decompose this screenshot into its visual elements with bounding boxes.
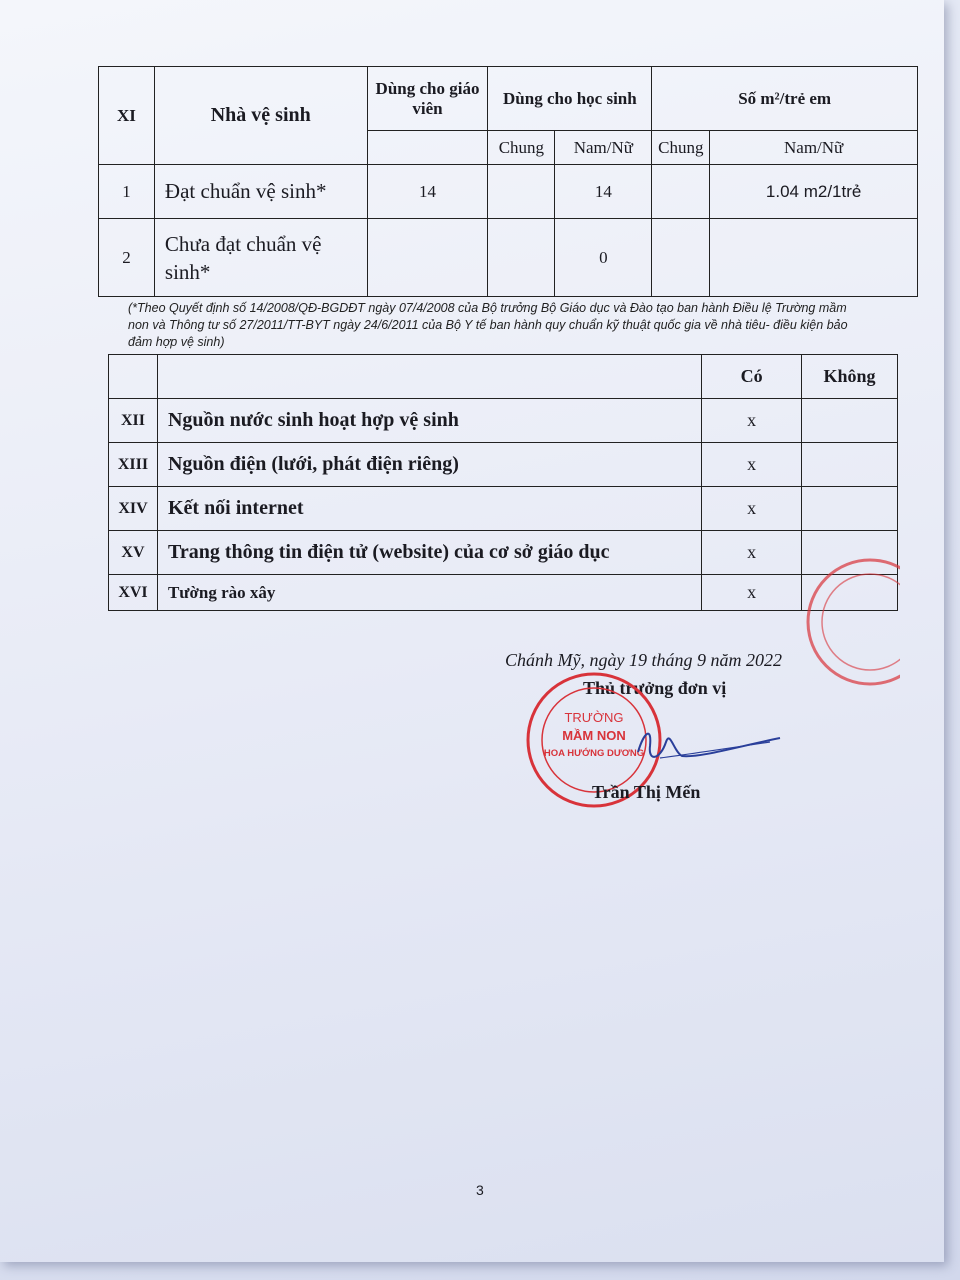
table-row	[109, 575, 898, 611]
signer-name: Trần Thị Mến	[592, 782, 701, 802]
row-yes: x	[702, 399, 802, 443]
row-number: XII	[109, 399, 158, 443]
table-row	[109, 487, 898, 531]
signer-role: Thủ trưởng đơn vị	[583, 678, 727, 698]
facilities-table	[108, 354, 898, 611]
row-area-namnu: 1.04 m2/1trẻ	[710, 165, 918, 219]
row-no	[802, 443, 898, 487]
header-blank-no	[109, 355, 158, 399]
table-row	[109, 443, 898, 487]
row-area-chung	[652, 219, 710, 297]
row-number: 1	[99, 165, 155, 219]
place-date: Chánh Mỹ, ngày 19 tháng 9 năm 2022	[505, 650, 782, 670]
seal-line-3: HOA HƯỚNG DƯƠNG	[543, 748, 645, 759]
row-teacher: 14	[367, 165, 488, 219]
signature-icon	[630, 712, 790, 782]
row-yes: x	[702, 443, 802, 487]
row-yes: x	[702, 487, 802, 531]
table-row	[109, 399, 898, 443]
table-row	[99, 219, 918, 297]
row-label: Đạt chuẩn vệ sinh*	[154, 165, 367, 219]
partial-stamp-icon	[790, 552, 900, 692]
row-no	[802, 399, 898, 443]
row-number: XIII	[109, 443, 158, 487]
row-label: Nguồn nước sinh hoạt hợp vệ sinh	[157, 399, 701, 443]
row-label: Trang thông tin điện tử (website) của cơ sở giáo dục	[157, 531, 701, 575]
header-yes: Có	[702, 355, 802, 399]
subheader-area-namnu: Nam/Nữ	[710, 131, 918, 165]
row-yes: x	[702, 531, 802, 575]
table-row	[109, 531, 898, 575]
header-teacher: Dùng cho giáo viên	[367, 67, 488, 131]
row-area-chung	[652, 165, 710, 219]
row-student-namnu: 14	[555, 165, 652, 219]
page-number: 3	[476, 1182, 484, 1198]
row-student-chung	[488, 165, 555, 219]
header-no: Không	[802, 355, 898, 399]
header-blank-label	[157, 355, 701, 399]
row-number: XIV	[109, 487, 158, 531]
subheader-student-chung: Chung	[488, 131, 555, 165]
row-student-namnu: 0	[555, 219, 652, 297]
section-number: XI	[99, 67, 155, 165]
toilet-table	[98, 66, 918, 297]
section-title: Nhà vệ sinh	[154, 67, 367, 165]
subheader-area-chung: Chung	[652, 131, 710, 165]
row-label: Nguồn điện (lưới, phát điện riêng)	[157, 443, 701, 487]
row-no	[802, 487, 898, 531]
row-label: Tường rào xây	[157, 575, 701, 611]
seal-line-2: MẦM NON	[562, 728, 626, 743]
subheader-student-namnu: Nam/Nữ	[555, 131, 652, 165]
row-label: Kết nối internet	[157, 487, 701, 531]
row-number: XV	[109, 531, 158, 575]
row-number: 2	[99, 219, 155, 297]
header-area: Số m²/trẻ em	[652, 67, 918, 131]
header-teacher-sub	[367, 131, 488, 165]
row-label: Chưa đạt chuẩn vệ sinh*	[154, 219, 367, 297]
row-student-chung	[488, 219, 555, 297]
row-area-namnu	[710, 219, 918, 297]
row-yes: x	[702, 575, 802, 611]
row-teacher	[367, 219, 488, 297]
row-number: XVI	[109, 575, 158, 611]
seal-line-1: TRƯỜNG	[564, 710, 624, 725]
table-row	[99, 165, 918, 219]
header-student: Dùng cho học sinh	[488, 67, 652, 131]
footnote: (*Theo Quyết định số 14/2008/QĐ-BGDĐT ngày 07/4/2008 của Bộ trưởng Bộ Giáo dục và Đào tạo ban hành Điều lệ Trường mầm non và Thông tư số 27/2011/TT-BYT ngày 24/6/2011 của Bộ Y tế ban hành quy chuẩn kỹ thuật quốc gia về nhà tiêu- điều kiện bảo đảm hợp vệ sinh)	[128, 301, 848, 349]
